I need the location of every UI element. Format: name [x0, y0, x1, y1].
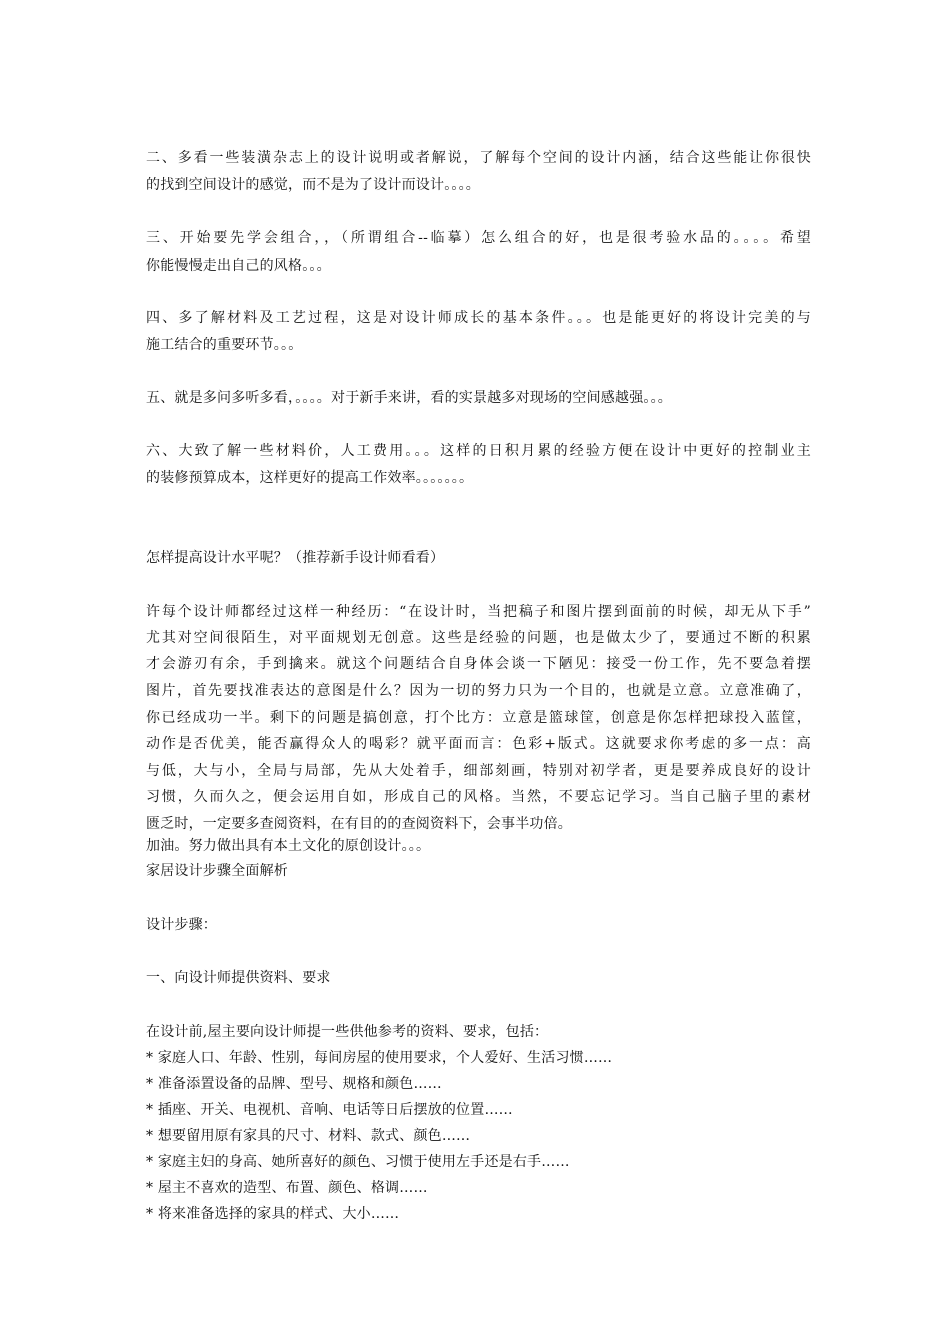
body-line-10: 加油。努力做出具有本土文化的原创设计。。。	[146, 838, 431, 854]
paragraph-2-line-1: 二、多看一些装潢杂志上的设计说明或者解说，了解每个空间的设计内涵，结合这些能让你很快	[146, 150, 811, 166]
paragraph-2-line-2: 的找到空间设计的感觉，而不是为了设计而设计。。。。	[146, 177, 480, 193]
paragraph-4-line-1: 四、多了解材料及工艺过程，这是对设计师成长的基本条件。。。也是能更好的将设计完美的与	[146, 310, 811, 326]
steps-label: 设计步骤：	[146, 917, 217, 933]
paragraph-3-line-1: 三、开始要先学会组合，，（所谓组合--临摹）怎么组合的好，也是很考验水品的。。。。希望	[146, 230, 811, 246]
body-line-3: 才会游刃有余，手到擒来。就这个问题结合自身体会谈一下陋见：接受一份工作，先不要急着摆	[146, 656, 811, 672]
body-line-8: 习惯，久而久之，便会运用自如，形成自己的风格。当然，不要忘记学习。当自己脑子里的素材	[146, 789, 811, 805]
paragraph-4-line-2: 施工结合的重要环节。。。	[146, 337, 303, 353]
step-1-heading: 一、向设计师提供资料、要求	[146, 970, 331, 986]
list-item: * 想要留用原有家具的尺寸、材料、款式、颜色……	[146, 1128, 471, 1144]
paragraph-6-line-2: 的装修预算成本，这样更好的提高工作效率。。。。。。。	[146, 470, 474, 486]
list-item: * 家庭主妇的身高、她所喜好的颜色、习惯于使用左手还是右手……	[146, 1154, 570, 1170]
body-line-5: 你已经成功一半。剩下的问题是搞创意，打个比方：立意是篮球筐，创意是你怎样把球投入蓝筐，	[146, 710, 811, 726]
body-line-7: 与低，大与小，全局与局部，先从大处着手，细部刻画，特别对初学者，更是要养成良好的设计	[146, 763, 811, 779]
body-line-1: 许每个设计师都经过这样一种经历：“在设计时，当把稿子和图片摆到面前的时候，却无从下手”	[146, 604, 811, 620]
step-1-intro: 在设计前,屋主要向设计师提一些供他参考的资料、要求，包括：	[146, 1024, 549, 1040]
body-line-9: 匮乏时，一定要多查阅资料，在有目的的查阅资料下，会事半功倍。	[146, 816, 572, 832]
paragraph-6-line-1: 六、大致了解一些材料价，人工费用。。。这样的日积月累的经验方便在设计中更好的控制业主	[146, 443, 811, 459]
list-item: * 插座、开关、电视机、音响、电话等日后摆放的位置……	[146, 1102, 513, 1118]
list-item: * 家庭人口、年龄、性别，每间房屋的使用要求，个人爱好、生活习惯……	[146, 1050, 613, 1066]
body-line-4: 图片，首先要找准表达的意图是什么？因为一切的努力只为一个目的，也就是立意。立意准确了，	[146, 683, 811, 699]
section-heading-improve: 怎样提高设计水平呢？（推荐新手设计师看看）	[146, 550, 445, 566]
body-line-6: 动作是否优美，能否赢得众人的喝彩？就平面而言：色彩+版式。这就要求你考虑的多一点：高	[146, 736, 811, 752]
list-item: * 将来准备选择的家具的样式、大小……	[146, 1206, 400, 1222]
section-heading-steps: 家居设计步骤全面解析	[146, 863, 288, 879]
paragraph-3-line-2: 你能慢慢走出自己的风格。。。	[146, 258, 331, 274]
list-item: * 屋主不喜欢的造型、布置、颜色、格调……	[146, 1180, 428, 1196]
paragraph-5-line-1: 五、就是多问多听多看，。。。。对于新手来讲，看的实景越多对现场的空间感越强。。。	[146, 390, 672, 406]
body-line-2: 尤其对空间很陌生，对平面规划无创意。这些是经验的问题，也是做太少了，要通过不断的积累	[146, 630, 811, 646]
list-item: * 准备添置设备的品牌、型号、规格和颜色……	[146, 1076, 442, 1092]
